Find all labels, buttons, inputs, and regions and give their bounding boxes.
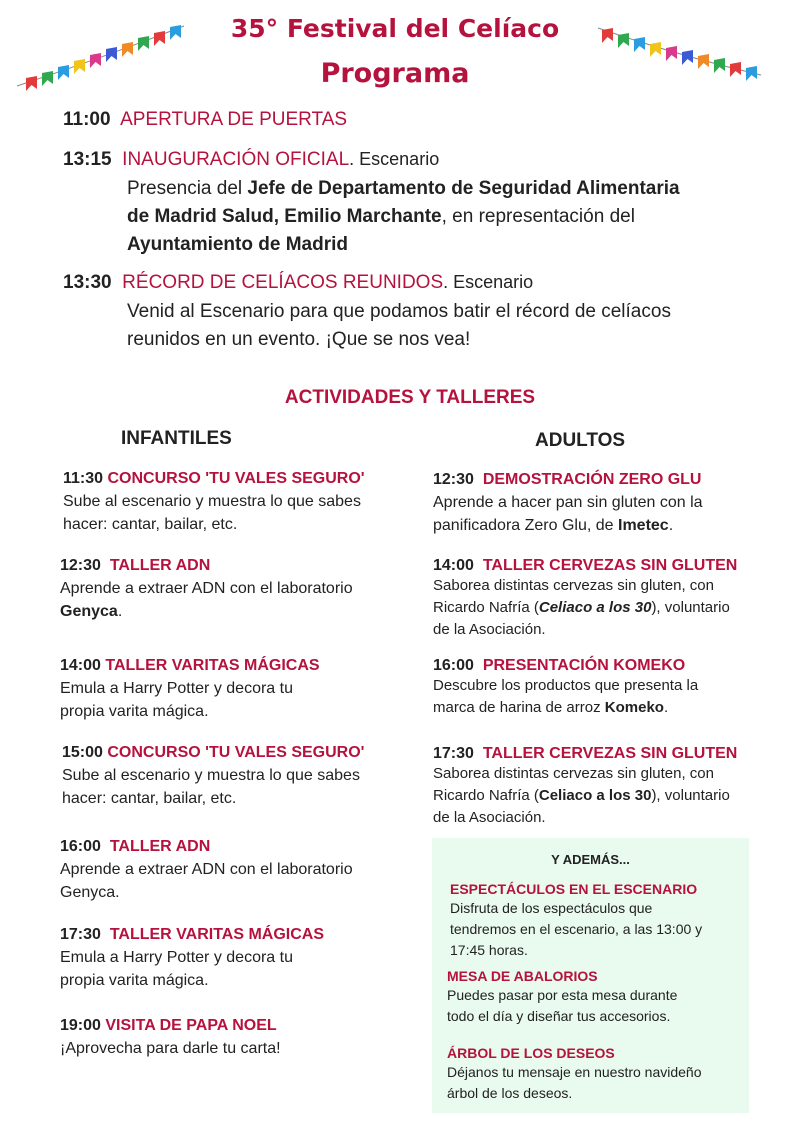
adulto-item: [433, 471, 773, 537]
bunting-flag-icon: [634, 37, 645, 52]
item-time: 15:00: [62, 744, 103, 761]
item-title: TALLER ADN: [109, 838, 211, 855]
program-item-2: [63, 145, 439, 174]
item-title: TALLER CERVEZAS SIN GLUTEN: [482, 557, 738, 574]
ademas-item-title: MESA DE ABALORIOS: [447, 968, 598, 984]
bunting-flag-icon: [58, 65, 69, 80]
bunting-left-icon: [12, 18, 192, 93]
bunting-flag-icon: [170, 25, 181, 40]
item-desc-bold: Celiaco a los 30: [538, 599, 652, 616]
item-desc: hacer: cantar, bailar, etc.: [63, 516, 238, 533]
desc-text: Venid al Escenario para que podamos batir el récord de celíacos: [127, 301, 671, 322]
program-location: . Escenario: [443, 272, 534, 292]
program-item-3: [63, 268, 533, 297]
item-desc: ), voluntario: [651, 599, 730, 616]
item-desc: Ricardo Nafría (: [433, 787, 539, 804]
item-desc: Sube al escenario y muestra lo que sabes: [62, 767, 360, 784]
bunting-flag-icon: [90, 53, 101, 68]
item-desc: Aprende a extraer ADN con el laboratorio: [60, 580, 353, 597]
bunting-right-icon: [596, 20, 766, 85]
desc-bold: de Madrid Salud, Emilio Marchante: [127, 206, 442, 227]
item-desc-bold: Celiaco a los 30: [538, 787, 652, 804]
program-time: 11:00: [63, 109, 111, 130]
ademas-item: [450, 881, 740, 961]
ademas-item-desc: Puedes pasar por esta mesa durante: [447, 987, 678, 1003]
title-line1: 35° Festival del Celíaco: [230, 14, 560, 43]
bunting-flag-icon: [618, 33, 629, 48]
item-desc: de la Asociación.: [433, 621, 546, 638]
item-desc: .: [117, 603, 123, 620]
infantil-item: [60, 557, 400, 623]
program-title: INAUGURACIÓN OFICIAL: [122, 149, 350, 170]
bunting-flag-icon: [650, 42, 661, 57]
ademas-item-desc: 17:45 horas.: [450, 942, 528, 958]
item-desc: de la Asociación.: [433, 809, 546, 826]
desc-text: Presencia del: [127, 178, 248, 199]
bunting-flag-icon: [698, 54, 709, 69]
bunting-flag-icon: [602, 28, 613, 43]
item-time: 16:00: [433, 657, 474, 674]
adultos-heading: ADULTOS: [535, 430, 626, 451]
item-time: 17:30: [60, 926, 101, 943]
program-time: 13:30: [63, 272, 112, 293]
bunting-flag-icon: [138, 36, 149, 51]
infantiles-heading: INFANTILES: [121, 428, 232, 449]
item-desc: propia varita mágica.: [60, 972, 209, 989]
infantil-item: [60, 1017, 400, 1060]
item-time: 17:30: [433, 745, 474, 762]
bunting-flag-icon: [154, 31, 165, 46]
infantil-item: [60, 657, 400, 723]
bunting-flag-icon: [42, 71, 53, 86]
item-desc: ), voluntario: [651, 787, 730, 804]
program-time: 13:15: [63, 149, 112, 170]
ademas-item-desc: tendremos en el escenario, a las 13:00 y: [450, 921, 703, 937]
item-desc: .: [663, 699, 669, 716]
item-desc: Saborea distintas cervezas sin gluten, con: [433, 577, 714, 594]
item-title: DEMOSTRACIÓN ZERO GLU: [482, 471, 702, 488]
item-title: CONCURSO 'TU VALES SEGURO': [107, 744, 365, 761]
page-subtitle: [195, 58, 595, 89]
item-time: 12:30: [60, 557, 101, 574]
ademas-item-desc: todo el día y diseñar tus accesorios.: [447, 1008, 671, 1024]
item-desc: Descubre los productos que presenta la: [433, 677, 699, 694]
program-location: . Escenario: [349, 149, 440, 169]
item-desc: Aprende a hacer pan sin gluten con la: [433, 494, 703, 511]
ademas-item: [447, 968, 737, 1027]
item-title: TALLER VARITAS MÁGICAS: [105, 657, 320, 674]
ademas-item-desc: árbol de los deseos.: [447, 1085, 573, 1101]
item-desc: Sube al escenario y muestra lo que sabes: [63, 493, 361, 510]
ademas-box: [432, 838, 749, 1113]
ademas-item: [447, 1045, 742, 1104]
activities-heading: ACTIVIDADES Y TALLERES: [284, 387, 536, 408]
item-desc: Saborea distintas cervezas sin gluten, con: [433, 765, 714, 782]
item-desc: panificadora Zero Glu, de: [433, 517, 618, 534]
item-time: 16:00: [60, 838, 101, 855]
bunting-flag-icon: [106, 47, 117, 62]
item-title: CONCURSO 'TU VALES SEGURO': [107, 470, 365, 487]
program-title: APERTURA DE PUERTAS: [120, 109, 348, 130]
title-line2: Programa: [320, 58, 470, 89]
bunting-flag-icon: [682, 50, 693, 65]
program-desc-2: [127, 175, 767, 259]
item-title: VISITA DE PAPA NOEL: [105, 1017, 277, 1034]
desc-bold: Jefe de Departamento de Seguridad Alimentaria: [247, 178, 680, 199]
desc-text: , en representación del: [441, 206, 635, 227]
adulto-item: [433, 557, 783, 641]
ademas-heading: Y ADEMÁS...: [551, 852, 630, 867]
ademas-item-desc: Déjanos tu mensaje en nuestro navideño: [447, 1064, 702, 1080]
item-desc: ¡Aprovecha para darle tu carta!: [60, 1040, 281, 1057]
item-desc: propia varita mágica.: [60, 703, 209, 720]
infantil-item: [60, 838, 400, 904]
bunting-flag-icon: [122, 42, 133, 57]
item-time: 14:00: [60, 657, 101, 674]
bunting-flag-icon: [730, 62, 741, 77]
item-desc: Emula a Harry Potter y decora tu: [60, 680, 293, 697]
item-time: 11:30: [63, 470, 104, 487]
item-desc-bold: Imetec: [618, 517, 669, 534]
item-desc: marca de harina de arroz: [433, 699, 605, 716]
ademas-item-title: ÁRBOL DE LOS DESEOS: [447, 1045, 615, 1061]
bunting-flag-icon: [714, 58, 725, 73]
item-desc: Ricardo Nafría (: [433, 599, 539, 616]
program-desc-3: [127, 298, 767, 354]
ademas-item-title: ESPECTÁCULOS EN EL ESCENARIO: [450, 881, 698, 897]
program-title: RÉCORD DE CELÍACOS REUNIDOS: [122, 272, 444, 293]
ademas-item-desc: Disfruta de los espectáculos que: [450, 900, 653, 916]
item-title: TALLER CERVEZAS SIN GLUTEN: [482, 745, 738, 762]
item-title: TALLER VARITAS MÁGICAS: [109, 926, 325, 943]
item-time: 12:30: [433, 471, 474, 488]
program-item-1: [63, 106, 347, 134]
item-desc-bold: Komeko: [604, 699, 664, 716]
item-desc: Aprende a extraer ADN con el laboratorio: [60, 861, 353, 878]
adulto-item: [433, 745, 783, 829]
adulto-item: [433, 657, 783, 719]
infantil-item: [60, 926, 400, 992]
page-title: [195, 14, 595, 43]
item-time: 14:00: [433, 557, 474, 574]
item-desc: .: [668, 517, 674, 534]
item-title: TALLER ADN: [109, 557, 211, 574]
bunting-flag-icon: [26, 76, 37, 91]
desc-text: reunidos en un evento. ¡Que se nos vea!: [127, 329, 471, 350]
infantil-item: [62, 744, 402, 810]
infantil-item: [63, 470, 403, 536]
item-desc-bold: Genyca: [60, 603, 118, 620]
item-desc: Genyca.: [60, 884, 120, 901]
item-time: 19:00: [60, 1017, 101, 1034]
item-desc: hacer: cantar, bailar, etc.: [62, 790, 237, 807]
item-title: PRESENTACIÓN KOMEKO: [482, 657, 686, 674]
bunting-flag-icon: [74, 59, 85, 74]
bunting-flag-icon: [746, 66, 757, 81]
bunting-flag-icon: [666, 46, 677, 61]
item-desc: Emula a Harry Potter y decora tu: [60, 949, 293, 966]
desc-bold: Ayuntamiento de Madrid: [127, 234, 348, 255]
